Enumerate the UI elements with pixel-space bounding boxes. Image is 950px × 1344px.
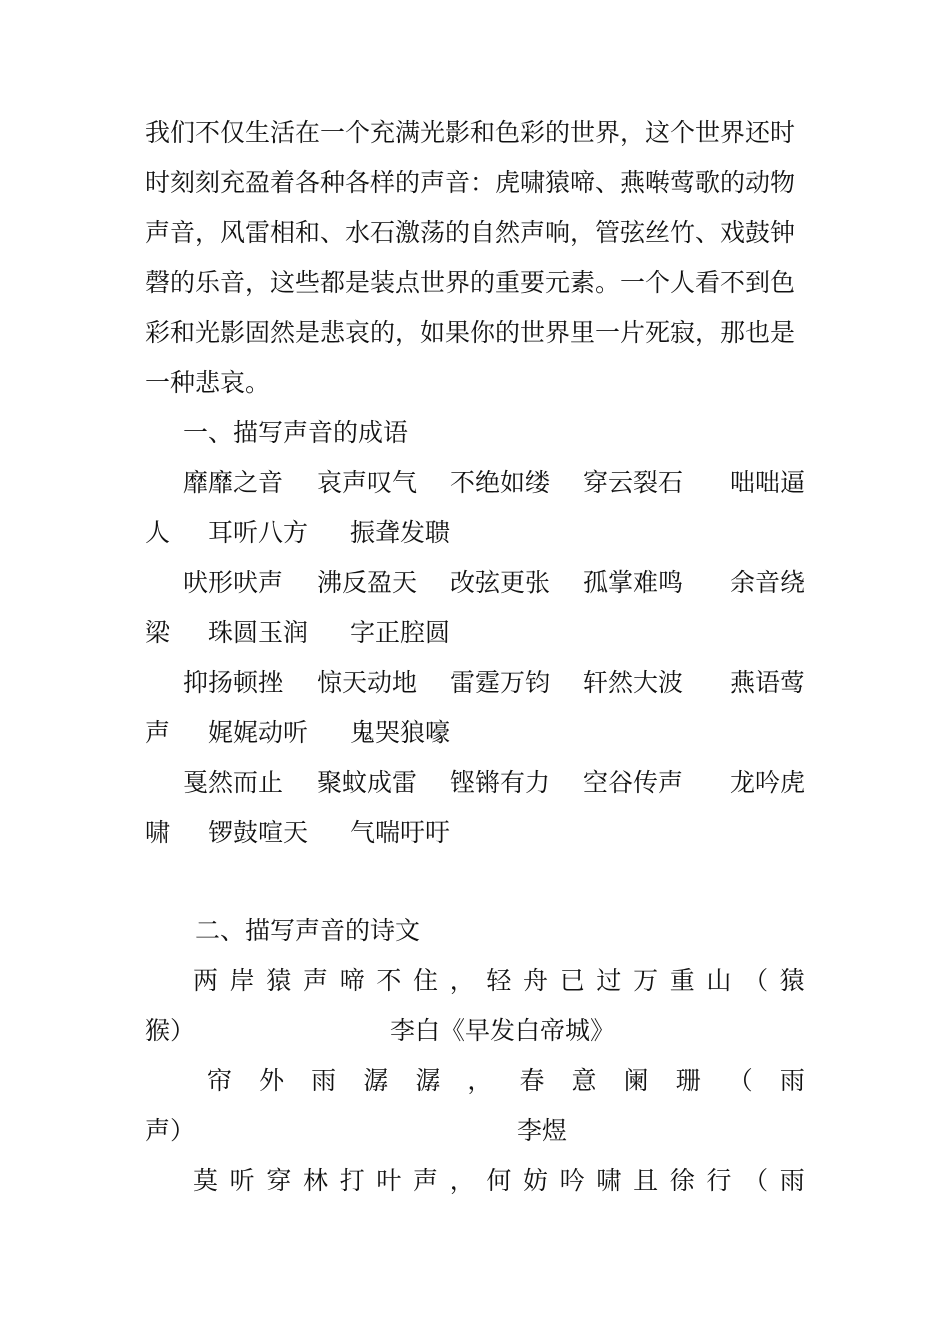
poem-char: 珊 bbox=[675, 1066, 701, 1095]
poem-char: 万 bbox=[633, 966, 659, 995]
intro-line: 时刻刻充盈着各种各样的声音：虎啸猿啼、燕啭莺歌的动物 bbox=[145, 168, 796, 197]
poem-char: 听 bbox=[229, 1166, 255, 1195]
idiom: 孤掌难鸣 bbox=[583, 568, 684, 597]
poem-author: 李白《早发白帝城》 bbox=[390, 1016, 616, 1045]
idiom-row bbox=[145, 608, 810, 658]
poem-line bbox=[145, 1106, 810, 1156]
poem-line bbox=[207, 1056, 805, 1106]
poem-char: 外 bbox=[259, 1066, 285, 1095]
poem-char: 岸 bbox=[229, 966, 255, 995]
idiom: 吠形吠声 bbox=[183, 568, 284, 597]
idiom-row bbox=[145, 808, 810, 858]
poem-char: ， bbox=[449, 1166, 475, 1195]
poem-char: 何 bbox=[486, 1166, 512, 1195]
idiom: 娓娓动听 bbox=[208, 718, 309, 747]
poem-tail: 声） bbox=[145, 1116, 196, 1145]
poem-char: 啸 bbox=[596, 1166, 622, 1195]
poem-char: 轻 bbox=[486, 966, 512, 995]
poem-char: 打 bbox=[339, 1166, 365, 1195]
poem-char: ， bbox=[449, 966, 475, 995]
poem-char: 春 bbox=[519, 1066, 545, 1095]
intro-line: 彩和光影固然是悲哀的，如果你的世界里一片死寂，那也是 bbox=[145, 318, 796, 347]
poem-char: 意 bbox=[571, 1066, 597, 1095]
poem-char: 叶 bbox=[376, 1166, 402, 1195]
poem-line bbox=[193, 1156, 805, 1206]
poem-char: 且 bbox=[633, 1166, 659, 1195]
poem-char: （ bbox=[743, 1166, 769, 1195]
poem-char: ， bbox=[467, 1066, 493, 1095]
idiom-row bbox=[145, 658, 810, 708]
poem-char: 帘 bbox=[207, 1066, 233, 1095]
poem-char: 徐 bbox=[669, 1166, 695, 1195]
idiom: 珠圆玉润 bbox=[208, 618, 309, 647]
poem-char: 吟 bbox=[559, 1166, 585, 1195]
poem-char: 山 bbox=[706, 966, 732, 995]
poem-char: 住 bbox=[413, 966, 439, 995]
idiom-row bbox=[145, 508, 810, 558]
poem-char: 已 bbox=[559, 966, 585, 995]
poem-char: 不 bbox=[376, 966, 402, 995]
poem-char: 莫 bbox=[193, 1166, 219, 1195]
idiom-row bbox=[145, 558, 810, 608]
intro-line: 一种悲哀。 bbox=[145, 368, 271, 397]
poem-char: 过 bbox=[596, 966, 622, 995]
poem-char: 舟 bbox=[523, 966, 549, 995]
idiom: 改弦更张 bbox=[450, 568, 551, 597]
poem-char: 雨 bbox=[779, 1066, 805, 1095]
idiom: 聚蚊成雷 bbox=[317, 768, 418, 797]
idiom: 余音绕 bbox=[730, 568, 806, 597]
poem-char: 行 bbox=[706, 1166, 732, 1195]
intro-line: 我们不仅生活在一个充满光影和色彩的世界，这个世界还时 bbox=[145, 118, 796, 147]
poem-char: 啼 bbox=[339, 966, 365, 995]
poem-char: 声 bbox=[413, 1166, 439, 1195]
poem-char: 林 bbox=[303, 1166, 329, 1195]
poem-char: 声 bbox=[303, 966, 329, 995]
poem-char: 重 bbox=[669, 966, 695, 995]
idiom: 啸 bbox=[145, 818, 171, 847]
poem-char: （ bbox=[743, 966, 769, 995]
idiom-row bbox=[145, 458, 810, 508]
poem-char: 妨 bbox=[523, 1166, 549, 1195]
idiom: 惊天动地 bbox=[317, 668, 418, 697]
poem-author: 李煜 bbox=[517, 1116, 568, 1145]
idiom: 铿锵有力 bbox=[450, 768, 551, 797]
intro-line: 声音，风雷相和、水石激荡的自然声响，管弦丝竹、戏鼓钟 bbox=[145, 218, 796, 247]
idiom: 穿云裂石 bbox=[583, 468, 684, 497]
poem-line bbox=[193, 956, 805, 1006]
poem-tail: 猴） bbox=[145, 1016, 196, 1045]
idiom: 龙吟虎 bbox=[730, 768, 806, 797]
poem-char: 穿 bbox=[266, 1166, 292, 1195]
idiom: 声 bbox=[145, 718, 171, 747]
section2-heading: 二、描写声音的诗文 bbox=[195, 916, 421, 945]
idiom: 轩然大波 bbox=[583, 668, 684, 697]
idiom: 人 bbox=[145, 518, 171, 547]
idiom: 抑扬顿挫 bbox=[183, 668, 284, 697]
idiom: 锣鼓喧天 bbox=[208, 818, 309, 847]
idiom: 耳听八方 bbox=[208, 518, 309, 547]
idiom: 靡靡之音 bbox=[183, 468, 284, 497]
idiom: 咄咄逼 bbox=[730, 468, 806, 497]
idiom: 哀声叹气 bbox=[317, 468, 418, 497]
poem-char: 雨 bbox=[311, 1066, 337, 1095]
poem-char: 两 bbox=[193, 966, 219, 995]
idiom: 空谷传声 bbox=[583, 768, 684, 797]
poem-char: 潺 bbox=[363, 1066, 389, 1095]
idiom: 振聋发聩 bbox=[350, 518, 451, 547]
idiom: 不绝如缕 bbox=[450, 468, 551, 497]
idiom: 燕语莺 bbox=[730, 668, 806, 697]
poem-char: 猿 bbox=[779, 966, 805, 995]
poem-char: 猿 bbox=[266, 966, 292, 995]
section1-heading: 一、描写声音的成语 bbox=[183, 418, 409, 447]
idiom: 字正腔圆 bbox=[350, 618, 451, 647]
poem-char: 潺 bbox=[415, 1066, 441, 1095]
idiom: 梁 bbox=[145, 618, 171, 647]
intro-line: 磬的乐音，这些都是装点世界的重要元素。一个人看不到色 bbox=[145, 268, 796, 297]
poem-line bbox=[145, 1006, 810, 1056]
idiom-row bbox=[145, 758, 810, 808]
poem-char: 雨 bbox=[779, 1166, 805, 1195]
idiom: 鬼哭狼嚎 bbox=[350, 718, 451, 747]
idiom: 戛然而止 bbox=[183, 768, 284, 797]
idiom-row bbox=[145, 708, 810, 758]
poem-char: （ bbox=[727, 1066, 753, 1095]
idiom: 雷霆万钧 bbox=[450, 668, 551, 697]
poem-char: 阑 bbox=[623, 1066, 649, 1095]
idiom: 沸反盈天 bbox=[317, 568, 418, 597]
idiom: 气喘吁吁 bbox=[350, 818, 451, 847]
